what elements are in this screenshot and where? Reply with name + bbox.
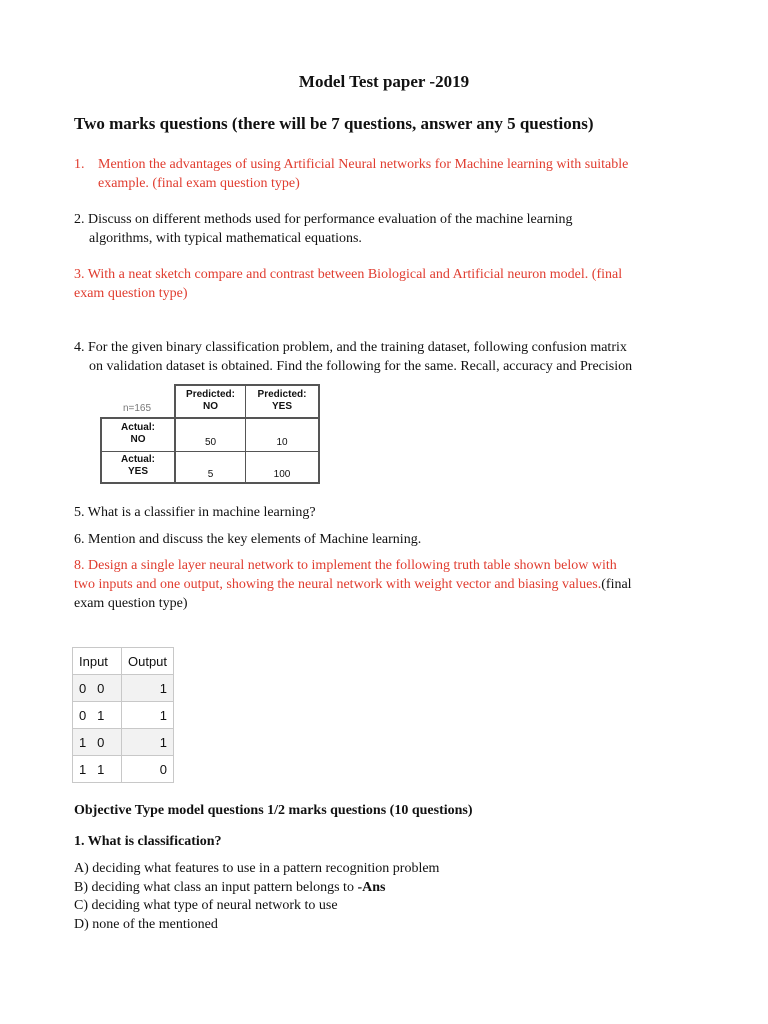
question-8-line1: 8. Design a single layer neural network to implement the following truth table shown below with — [74, 558, 617, 573]
matrix-header-predicted-yes: Predicted: YES — [257, 389, 307, 412]
truth-table-row: 0 0 1 — [73, 675, 174, 702]
question-1-line1: Mention the advantages of using Artificial Neural networks for Machine learning with suitable — [98, 157, 629, 172]
question-1 — [74, 155, 628, 193]
matrix-cell-tn: 50 — [204, 437, 217, 448]
objective-question-1: 1. What is classification? — [74, 834, 222, 849]
truth-table-row: 1 0 1 — [73, 729, 174, 756]
truth-table — [72, 647, 174, 783]
objective-heading: Objective Type model questions 1/2 marks questions (10 questions) — [74, 803, 473, 818]
matrix-row-actual-no: Actual: NO — [121, 422, 155, 445]
matrix-cell-fp: 10 — [276, 437, 288, 448]
page-title: Model Test paper -2019 — [298, 72, 470, 91]
question-3 — [74, 265, 622, 303]
option-b: B) deciding what class an input pattern belongs to -Ans — [74, 879, 386, 895]
truth-table-header — [73, 648, 174, 675]
question-6: 6. Mention and discuss the key elements of Machine learning. — [74, 532, 422, 547]
question-2-line1: 2. Discuss on different methods used for performance evaluation of the machine learning — [74, 212, 573, 227]
question-8-line3: exam question type) — [74, 596, 188, 611]
question-8-line2-black: (final — [601, 577, 632, 592]
matrix-header-predicted-no: Predicted: NO — [186, 389, 235, 412]
matrix-n-label: n=165 — [122, 403, 152, 414]
question-2 — [74, 210, 573, 248]
question-8-line2-red: two inputs and one output, showing the neural network with weight vector and biasing values. — [74, 577, 602, 592]
question-8 — [74, 556, 632, 613]
matrix-cell-fn: 5 — [207, 469, 214, 480]
question-3-line2: exam question type) — [74, 286, 188, 301]
truth-table-header-output: Output — [122, 648, 174, 675]
question-2-line2: algorithms, with typical mathematical equations. — [89, 231, 362, 246]
truth-table-row: 0 1 1 — [73, 702, 174, 729]
truth-table-row: 1 1 0 — [73, 756, 174, 783]
confusion-matrix — [96, 384, 320, 484]
question-4-line2: on validation dataset is obtained. Find the following for the same. Recall, accuracy and Precision — [89, 359, 633, 374]
question-4 — [74, 338, 632, 376]
matrix-cell-tp: 100 — [273, 469, 291, 480]
option-a: A) deciding what features to use in a pattern recognition problem — [74, 861, 440, 876]
matrix-row-actual-yes: Actual: YES — [121, 454, 155, 477]
answer-marker: -Ans — [357, 879, 386, 895]
option-d: D) none of the mentioned — [74, 916, 218, 932]
question-1-number: 1. — [74, 157, 85, 172]
section-heading: Two marks questions (there will be 7 questions, answer any 5 questions) — [74, 114, 594, 133]
question-1-line2: example. (final exam question type) — [98, 176, 300, 191]
question-3-line1: 3. With a neat sketch compare and contrast between Biological and Artificial neuron model. (final — [74, 267, 623, 282]
option-c: C) deciding what type of neural network to use — [74, 898, 338, 913]
truth-table-header-input: Input — [73, 648, 122, 675]
objective-options — [74, 860, 439, 934]
question-4-line1: 4. For the given binary classification problem, and the training dataset, following confusion matrix — [74, 340, 627, 355]
question-5: 5. What is a classifier in machine learning? — [74, 505, 316, 520]
